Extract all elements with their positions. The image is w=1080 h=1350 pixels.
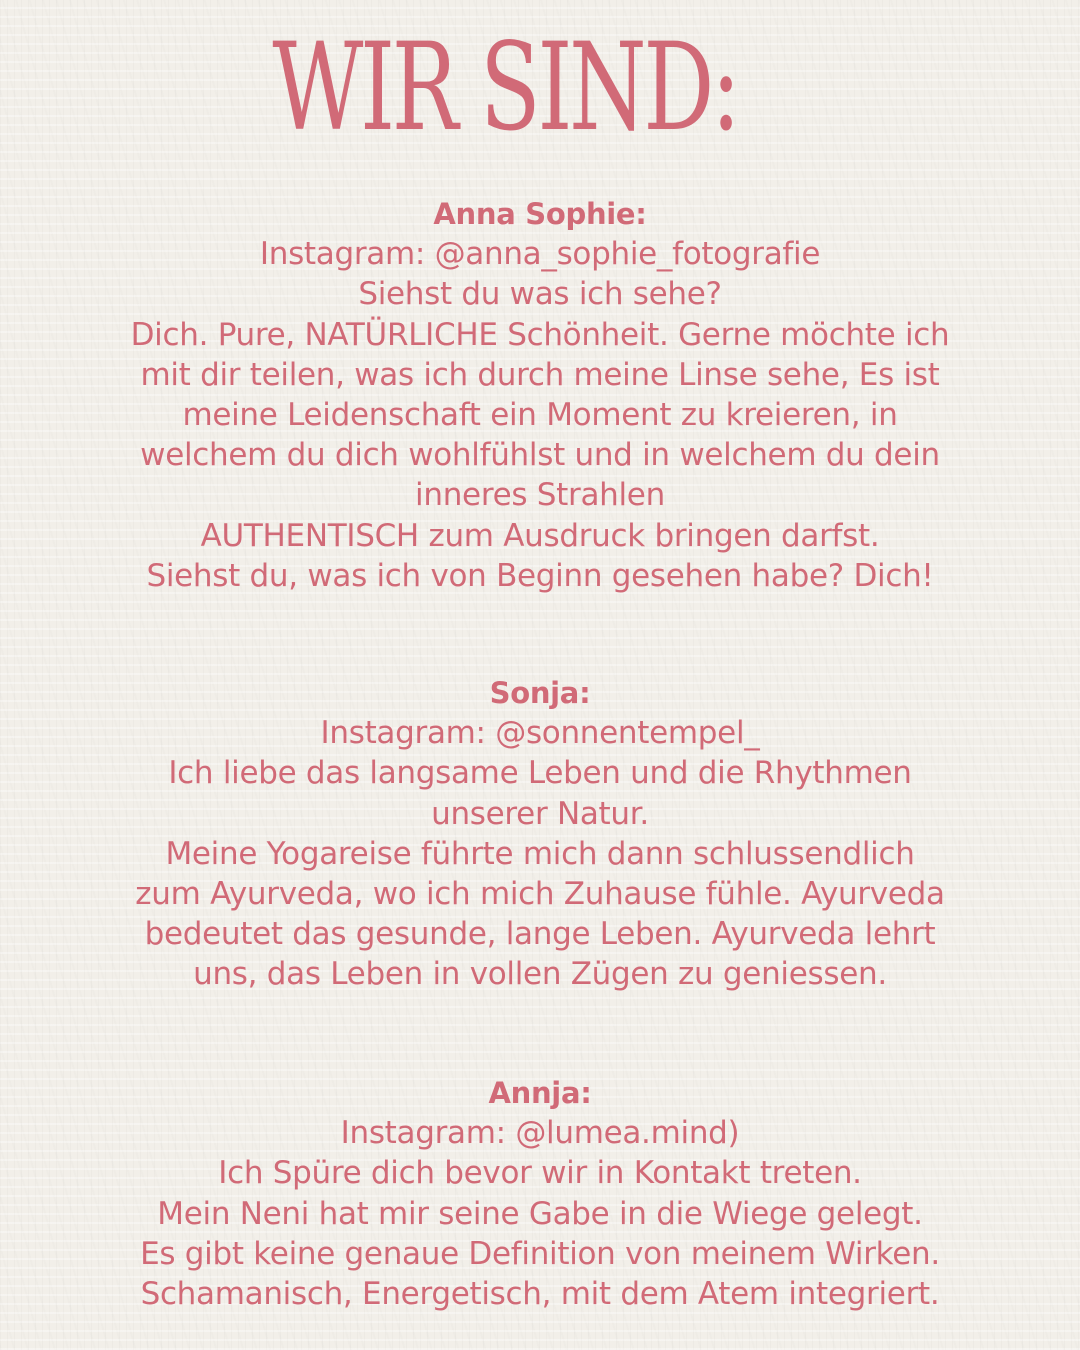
instagram-handle: Instagram: @sonnentempel_ xyxy=(320,715,760,752)
profile-text-line: Siehst du was ich sehe? xyxy=(358,276,722,313)
profile-name: Annja: xyxy=(488,1076,592,1110)
profile-annja xyxy=(40,1073,1040,1314)
profile-text-line: Dich. Pure, NATÜRLICHE Schönheit. Gerne möchte ich xyxy=(130,316,950,353)
profile-text-line: Ich liebe das langsame Leben und die Rhythmen xyxy=(168,755,912,792)
profile-text-line: Siehst du, was ich von Beginn gesehen habe? Dich! xyxy=(146,557,934,594)
instagram-handle: Instagram: @anna_sophie_fotografie xyxy=(259,236,821,273)
profile-text-line: unserer Natur. xyxy=(431,795,649,832)
profile-text-line: Mein Neni hat mir seine Gabe in die Wiege gelegt. xyxy=(157,1195,923,1232)
profile-text-line: AUTHENTISCH zum Ausdruck bringen darfst. xyxy=(200,517,880,554)
profile-text-line: Meine Yogareise führte mich dann schlussendlich xyxy=(165,835,915,872)
profile-name: Anna Sophie: xyxy=(433,197,647,231)
profile-text-line: Ich Spüre dich bevor wir in Kontakt treten. xyxy=(218,1155,862,1192)
profile-name: Sonja: xyxy=(489,676,591,710)
profile-text-line: meine Leidenschaft ein Moment zu kreieren, in xyxy=(182,397,898,434)
profile-text-line: uns, das Leben in vollen Zügen zu geniessen. xyxy=(193,956,887,993)
profile-text-line: Es gibt keine genaue Definition von meinem Wirken. xyxy=(140,1235,940,1272)
profile-text-line: zum Ayurveda, wo ich mich Zuhause fühle. Ayurveda xyxy=(135,876,945,913)
instagram-handle: Instagram: @lumea.mind) xyxy=(340,1115,740,1152)
profile-text-line: welchem du dich wohlfühlst und in welchem du dein xyxy=(140,437,940,474)
profile-sonja xyxy=(40,673,1040,995)
profile-text-line: inneres Strahlen xyxy=(415,477,665,514)
profile-text-line: Schamanisch, Energetisch, mit dem Atem integriert. xyxy=(140,1276,940,1313)
profile-text-line: bedeutet das gesunde, lange Leben. Ayurveda lehrt xyxy=(144,916,936,953)
profile-text-line: mit dir teilen, was ich durch meine Linse sehe, Es ist xyxy=(140,356,940,393)
profile-anna-sophie xyxy=(40,194,1040,596)
page-title: WIR SIND: xyxy=(272,17,738,158)
